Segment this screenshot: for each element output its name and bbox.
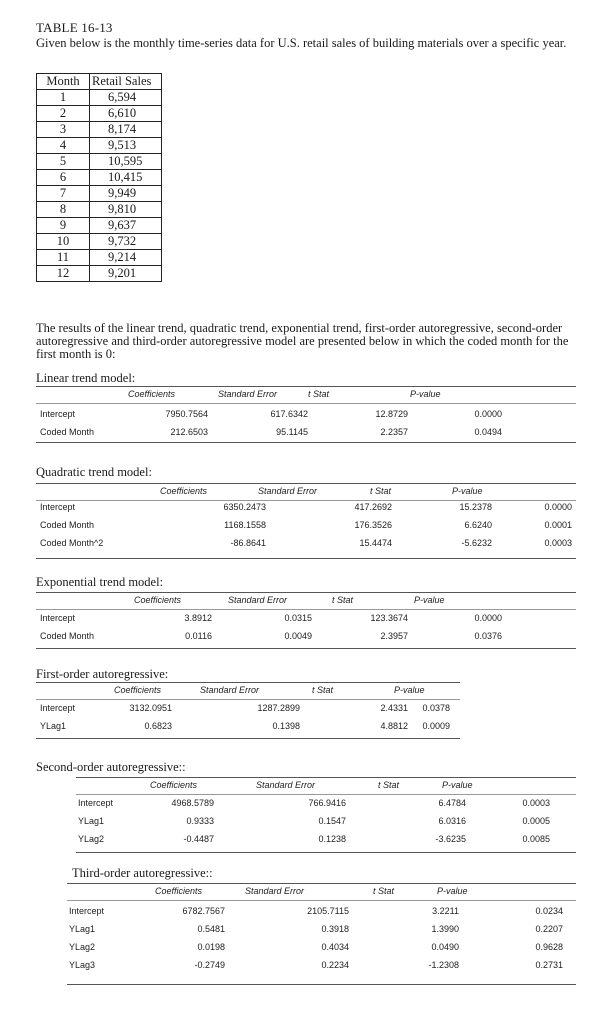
coefficients-cell: 3132.0951	[129, 703, 172, 713]
month-cell: 2	[37, 106, 90, 122]
month-cell: 11	[37, 250, 90, 266]
standard-error-cell: 2105.7115	[307, 906, 349, 916]
exponential-model-table	[36, 592, 576, 649]
row-label: Coded Month	[40, 631, 95, 641]
p-value-header: P-value	[442, 780, 473, 790]
standard-error-cell: 176.3526	[354, 520, 392, 530]
t-stat-cell: -3.6235	[435, 834, 466, 844]
coefficients-cell: 4968.5789	[171, 798, 214, 808]
p-value-header: P-value	[394, 685, 425, 695]
p-value-cell: 0.0000	[474, 409, 502, 419]
linear-model-table	[36, 386, 576, 443]
sales-table-row	[37, 234, 162, 250]
t-stat-cell: 2.2357	[380, 427, 408, 437]
t-stat-header: t Stat	[373, 886, 395, 896]
ar1-model-title: First-order autoregressive:	[36, 667, 169, 681]
coefficients-cell: 6782.7567	[182, 906, 225, 916]
standard-error-cell: 0.3918	[321, 924, 349, 934]
p-value-header: P-value	[410, 389, 441, 399]
coefficients-cell: 0.5481	[197, 924, 225, 934]
month-cell: 10	[37, 234, 90, 250]
retail-sales-cell: 9,637	[90, 218, 162, 234]
t-stat-cell: 123.3674	[370, 613, 408, 623]
t-stat-cell: 4.8812	[380, 721, 408, 731]
standard-error-cell: 0.0315	[284, 613, 312, 623]
sales-table-row	[37, 90, 162, 106]
p-value-cell: 0.0003	[522, 798, 550, 808]
month-column-header: Month	[37, 74, 90, 90]
row-label: YLag1	[69, 924, 96, 934]
ar3-model-title: Third-order autoregressive::	[72, 866, 213, 880]
t-stat-header: t Stat	[370, 486, 392, 496]
header-divider	[36, 699, 460, 700]
retail-sales-cell: 10,415	[90, 170, 162, 186]
sales-table-row	[37, 218, 162, 234]
coefficients-cell: 0.0198	[197, 942, 225, 952]
month-cell: 8	[37, 202, 90, 218]
p-value-cell: 0.0494	[474, 427, 502, 437]
p-value-cell: 0.9628	[535, 942, 563, 952]
sales-table-header-row	[37, 74, 162, 90]
row-label: YLag2	[78, 834, 105, 844]
t-stat-cell: 6.4784	[438, 798, 466, 808]
p-value-cell: 0.0085	[522, 834, 550, 844]
retail-sales-cell: 9,810	[90, 202, 162, 218]
p-value-header: P-value	[437, 886, 468, 896]
t-stat-cell: 15.2378	[459, 502, 492, 512]
coefficients-header: Coefficients	[128, 389, 176, 399]
standard-error-header: Standard Error	[228, 595, 288, 605]
month-cell: 5	[37, 154, 90, 170]
exponential-model-title: Exponential trend model:	[36, 575, 164, 589]
coefficients-cell: 1168.1558	[224, 520, 266, 530]
t-stat-cell: -1.2308	[428, 960, 459, 970]
ar1-model-table	[36, 682, 460, 739]
month-cell: 3	[37, 122, 90, 138]
t-stat-cell: 3.2211	[432, 906, 459, 916]
standard-error-cell: 1287.2899	[257, 703, 300, 713]
row-label: Intercept	[69, 906, 105, 916]
row-label: Intercept	[40, 613, 76, 623]
t-stat-header: t Stat	[308, 389, 330, 399]
row-label: Coded Month^2	[40, 538, 104, 548]
ar2-model-table	[76, 777, 576, 853]
header-divider	[67, 900, 576, 901]
retail-sales-cell: 9,201	[90, 266, 162, 282]
sales-table-body	[37, 90, 162, 282]
retail-sales-cell: 10,595	[90, 154, 162, 170]
row-label: YLag2	[69, 942, 96, 952]
retail-sales-table	[36, 73, 162, 282]
sales-table-row	[37, 250, 162, 266]
standard-error-cell: 766.9416	[308, 798, 346, 808]
p-value-cell: 0.0005	[522, 816, 550, 826]
standard-error-cell: 0.2234	[321, 960, 349, 970]
standard-error-cell: 417.2692	[354, 502, 392, 512]
sales-table-row	[37, 202, 162, 218]
retail-sales-cell: 9,732	[90, 234, 162, 250]
header-divider	[36, 500, 576, 501]
sales-table-row	[37, 138, 162, 154]
sales-table-row	[37, 122, 162, 138]
month-cell: 4	[37, 138, 90, 154]
row-label: Intercept	[40, 502, 76, 512]
sales-table-row	[37, 186, 162, 202]
standard-error-cell: 15.4474	[359, 538, 392, 548]
standard-error-cell: 0.1547	[318, 816, 346, 826]
standard-error-header: Standard Error	[245, 886, 305, 896]
table-title: TABLE 16-13	[36, 20, 113, 35]
sales-table-row	[37, 106, 162, 122]
p-value-cell: 0.2207	[535, 924, 563, 934]
coefficients-cell: 6350.2473	[223, 502, 266, 512]
retail-sales-column-header: Retail Sales	[90, 74, 162, 90]
retail-sales-cell: 6,610	[90, 106, 162, 122]
sales-table-row	[37, 266, 162, 282]
month-cell: 7	[37, 186, 90, 202]
p-value-cell: 0.0234	[535, 906, 563, 916]
p-value-cell: 0.0376	[474, 631, 502, 641]
standard-error-cell: 0.1238	[318, 834, 346, 844]
linear-model-title: Linear trend model:	[36, 371, 136, 385]
row-label: Coded Month	[40, 520, 95, 530]
p-value-cell: 0.0009	[422, 721, 450, 731]
standard-error-cell: 0.1398	[272, 721, 300, 731]
p-value-header: P-value	[452, 486, 483, 496]
p-value-cell: 0.0001	[544, 520, 572, 530]
quadratic-model-table	[36, 483, 576, 559]
sales-table-row	[37, 154, 162, 170]
standard-error-header: Standard Error	[258, 486, 318, 496]
row-label: YLag3	[69, 960, 96, 970]
p-value-cell: 0.0003	[544, 538, 572, 548]
t-stat-cell: 1.3990	[431, 924, 459, 934]
coefficients-cell: -86.8641	[230, 538, 266, 548]
standard-error-header: Standard Error	[218, 389, 278, 399]
retail-sales-cell: 9,949	[90, 186, 162, 202]
coefficients-header: Coefficients	[114, 685, 162, 695]
intro-text: Given below is the monthly time-series data for U.S. retail sales of building materials over a specific year.	[36, 36, 567, 50]
month-cell: 12	[37, 266, 90, 282]
retail-sales-cell: 8,174	[90, 122, 162, 138]
coefficients-cell: -0.4487	[183, 834, 214, 844]
coefficients-cell: 212.6503	[170, 427, 208, 437]
standard-error-header: Standard Error	[200, 685, 260, 695]
row-label: Intercept	[78, 798, 114, 808]
ar2-model-title: Second-order autoregressive::	[36, 760, 186, 774]
row-label: Intercept	[40, 703, 76, 713]
coefficients-header: Coefficients	[160, 486, 208, 496]
p-value-cell: 0.2731	[535, 960, 563, 970]
t-stat-cell: 2.4331	[380, 703, 408, 713]
standard-error-cell: 0.0049	[284, 631, 312, 641]
standard-error-cell: 617.6342	[270, 409, 308, 419]
p-value-cell: 0.0000	[544, 502, 572, 512]
results-description: The results of the linear trend, quadratic trend, exponential trend, first-order autoregressive, second-order autoregressive and third-order autoregressive model are presented below in which the coded month for the first month is 0:	[36, 321, 569, 361]
coefficients-header: Coefficients	[150, 780, 198, 790]
row-label: YLag1	[40, 721, 67, 731]
standard-error-header: Standard Error	[256, 780, 316, 790]
month-cell: 1	[37, 90, 90, 106]
month-cell: 9	[37, 218, 90, 234]
header-divider	[36, 609, 576, 610]
coefficients-cell: 7950.7564	[165, 409, 208, 419]
sales-table-row	[37, 170, 162, 186]
coefficients-header: Coefficients	[155, 886, 203, 896]
coefficients-cell: -0.2749	[194, 960, 225, 970]
p-value-header: P-value	[414, 595, 445, 605]
retail-sales-cell: 9,214	[90, 250, 162, 266]
t-stat-cell: 0.0490	[431, 942, 459, 952]
retail-sales-cell: 9,513	[90, 138, 162, 154]
coefficients-cell: 0.6823	[144, 721, 172, 731]
row-label: Intercept	[40, 409, 76, 419]
header-divider	[36, 403, 576, 404]
row-label: Coded Month	[40, 427, 95, 437]
t-stat-cell: 12.8729	[375, 409, 408, 419]
p-value-cell: 0.0378	[422, 703, 450, 713]
retail-sales-cell: 6,594	[90, 90, 162, 106]
coefficients-cell: 0.9333	[186, 816, 214, 826]
t-stat-cell: -5.6232	[461, 538, 492, 548]
standard-error-cell: 0.4034	[321, 942, 349, 952]
standard-error-cell: 95.1145	[276, 427, 308, 437]
header-divider	[76, 794, 576, 795]
coefficients-cell: 3.8912	[184, 613, 212, 623]
month-cell: 6	[37, 170, 90, 186]
coefficients-header: Coefficients	[134, 595, 182, 605]
t-stat-header: t Stat	[378, 780, 400, 790]
t-stat-cell: 6.6240	[464, 520, 492, 530]
t-stat-cell: 2.3957	[380, 631, 408, 641]
row-label: YLag1	[78, 816, 105, 826]
coefficients-cell: 0.0116	[185, 631, 212, 641]
quadratic-model-title: Quadratic trend model:	[36, 465, 152, 479]
p-value-cell: 0.0000	[474, 613, 502, 623]
t-stat-cell: 6.0316	[438, 816, 466, 826]
t-stat-header: t Stat	[332, 595, 354, 605]
ar3-model-table	[67, 883, 576, 985]
t-stat-header: t Stat	[312, 685, 334, 695]
